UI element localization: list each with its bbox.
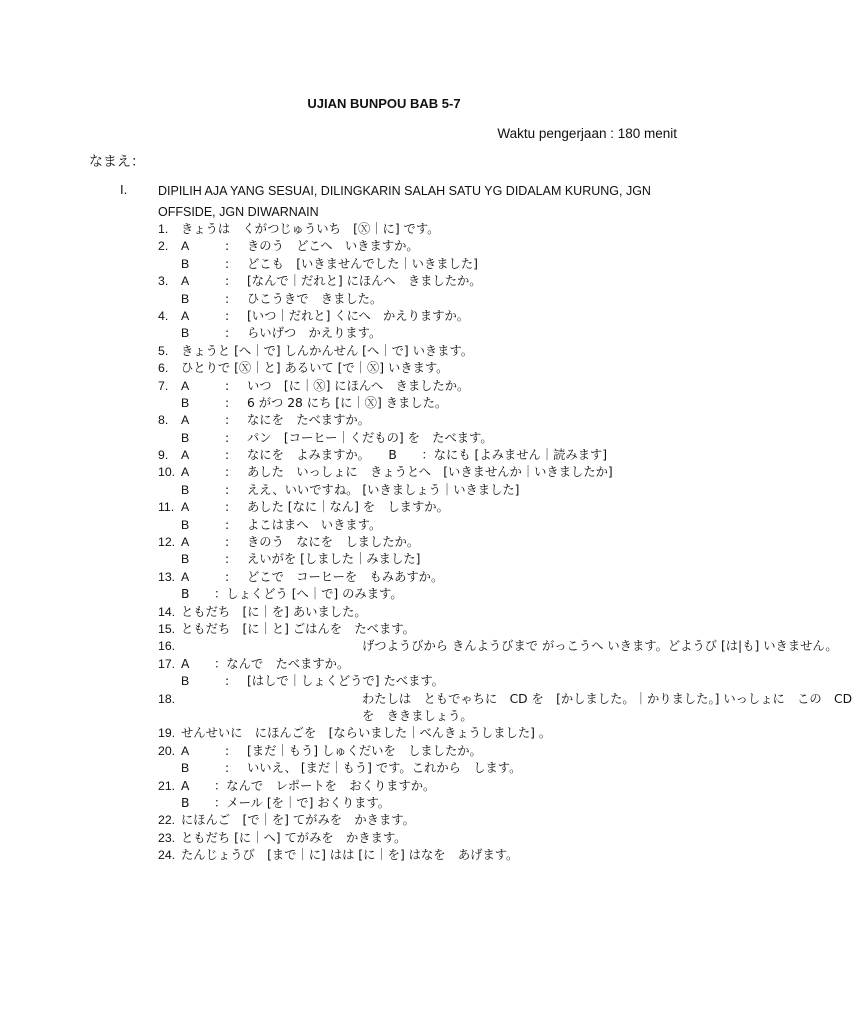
question-row: [0, 412, 768, 429]
question-number: 22.: [158, 813, 176, 828]
exam-duration: Waktu pengerjaan : 180 menit: [497, 126, 677, 141]
question-text: ひこうきで きました。: [247, 291, 383, 306]
speaker-label: A: [181, 569, 190, 584]
speaker-label: B: [181, 326, 190, 341]
question-text: ええ、いいですね。 [いきましょう｜いきました]: [247, 482, 520, 497]
colon-separator: :: [225, 256, 230, 271]
question-row: [0, 586, 768, 603]
question-row: [0, 604, 768, 621]
colon-separator: :: [225, 430, 230, 445]
question-text: [はしで｜しょくどうで] たべます。: [247, 674, 444, 689]
question-text: どこで コーヒーを もみあすか。: [247, 569, 444, 584]
colon-separator: :: [225, 448, 230, 463]
question-text: ひとりで [Ⓧ｜と] あるいて [で｜Ⓧ] いきます。: [181, 361, 449, 376]
section-number: I.: [120, 182, 128, 197]
speaker-label: A: [181, 274, 190, 289]
speaker-label: B: [181, 256, 190, 271]
question-text: きのう なにを しましたか。: [247, 535, 420, 550]
colon-separator: :: [225, 326, 230, 341]
question-row: [0, 812, 768, 829]
question-number: 21.: [158, 778, 176, 793]
question-text: よこはまへ いきます。: [247, 517, 382, 532]
colon-separator: :: [225, 482, 230, 497]
question-row: [0, 291, 768, 308]
question-row: [0, 221, 768, 238]
question-row: [0, 778, 768, 795]
question-text: いつ [に｜Ⓧ] にほんへ きましたか。: [247, 378, 470, 393]
colon-separator: :: [225, 500, 230, 515]
colon-separator: :: [225, 274, 230, 289]
question-number: 19.: [158, 726, 176, 741]
question-number: 7.: [158, 378, 169, 393]
question-number: 13.: [158, 569, 176, 584]
question-row: [0, 482, 768, 499]
question-row: [0, 638, 838, 655]
question-number: 16.: [158, 639, 176, 654]
question-text: どこも [いきませんでした｜いきました]: [247, 256, 478, 271]
question-text: きょうと [へ｜で] しんかんせん [へ｜で] いきます。: [181, 343, 474, 358]
question-row: [0, 378, 768, 395]
question-row: [0, 308, 768, 325]
colon-separator: :: [225, 378, 230, 393]
question-text: げつようびから きんようびまで がっこうへ いきます。どようび [は|も] いきません。: [362, 639, 838, 654]
question-text: ともだち [に｜と] ごはんを たべます。: [181, 621, 415, 636]
question-row: [0, 743, 768, 760]
question-row: [0, 273, 768, 290]
question-number: 5.: [158, 343, 169, 358]
question-text: あした いっしょに きょうとへ [いきませんか｜いきましたか]: [247, 465, 613, 480]
question-row: [0, 360, 768, 377]
question-number: 24.: [158, 848, 176, 863]
speaker-label: B: [181, 517, 190, 532]
question-row: [0, 691, 853, 726]
speaker-label: B: [181, 552, 190, 567]
question-text: きょうは くがつじゅういち [Ⓧ｜に] です。: [181, 222, 440, 236]
name-label: なまえ：: [89, 154, 145, 170]
colon-separator: :: [225, 413, 230, 428]
question-row: [0, 343, 768, 360]
speaker-label: B: [181, 761, 190, 776]
question-text: ともだち [に｜を] あいました。: [181, 604, 367, 619]
question-text: にほんご [で｜を] てがみを かきます。: [181, 813, 415, 828]
question-list: [0, 221, 853, 865]
question-row: [0, 499, 768, 516]
question-text: [なんで｜だれと] にほんへ きましたか。: [247, 274, 482, 289]
speaker-label: A: [181, 535, 190, 550]
question-row: [0, 534, 768, 551]
question-row: [0, 621, 768, 638]
question-row: [0, 551, 768, 568]
question-number: 3.: [158, 274, 169, 289]
question-text: えいがを [しました｜みました]: [247, 552, 421, 567]
question-row: [0, 830, 768, 847]
speaker-label: A: [181, 378, 190, 393]
question-text: きのう どこへ いきますか。: [247, 239, 419, 254]
question-text: せんせいに にほんごを [ならいました｜べんきょうしました] 。: [181, 726, 552, 741]
speaker-label: A: [181, 239, 190, 254]
question-row: [0, 395, 768, 412]
colon-separator: :: [225, 291, 230, 306]
question-text: いいえ、 [まだ｜もう] です。これから します。: [247, 761, 522, 776]
question-number: 17.: [158, 656, 176, 671]
colon-separator: :: [225, 743, 230, 758]
question-number: 9.: [158, 448, 169, 463]
question-row: [0, 464, 768, 481]
question-row: [0, 238, 768, 255]
question-number: 1.: [158, 222, 169, 236]
question-row: [0, 795, 768, 812]
section-instruction: DIPILIH AJA YANG SESUAI, DILINGKARIN SALAH SATU YG DIDALAM KURUNG, JGN OFFSIDE, JGN DIWARNAIN: [158, 184, 651, 219]
question-text: [まだ｜もう] しゅくだいを しましたか。: [247, 743, 482, 758]
question-number: 14.: [158, 604, 176, 619]
speaker-label: B: [181, 674, 190, 689]
colon-separator: :: [225, 674, 230, 689]
speaker-label: A: [181, 465, 190, 480]
colon-separator: :: [225, 239, 230, 254]
question-row: [0, 517, 768, 534]
question-text: 6 がつ 28 にち [に｜Ⓧ] きました。: [247, 395, 448, 410]
question-row: [0, 760, 768, 777]
question-row: [0, 725, 768, 742]
question-number: 11.: [158, 500, 175, 515]
question-text: たんじょうび [まで｜に] はは [に｜を] はなを あげます。: [181, 848, 519, 863]
colon-separator: :: [225, 517, 230, 532]
colon-separator: :: [225, 552, 230, 567]
question-row: [0, 569, 768, 586]
speaker-label: A: [181, 448, 190, 463]
question-number: 4.: [158, 308, 169, 323]
page-title: UJIAN BUNPOU BAB 5-7: [307, 96, 461, 111]
question-text: なにを たべますか。: [247, 413, 370, 428]
question-text: わたしは ともでゃちに CD を [かしました。｜かりました。] いっしょに この CD を ききましょう。: [362, 691, 853, 723]
colon-separator: :: [225, 395, 230, 410]
speaker-label: B: [181, 482, 190, 497]
question-row: [0, 430, 768, 447]
question-text: A ：なんで レポートを おくりますか。: [181, 778, 436, 793]
question-number: 2.: [158, 239, 169, 254]
question-text: [いつ｜だれと] くにへ かえりますか。: [247, 308, 470, 323]
question-number: 8.: [158, 413, 169, 428]
question-number: 6.: [158, 361, 169, 376]
question-row: [0, 325, 768, 342]
question-row: [0, 256, 768, 273]
colon-separator: :: [225, 465, 230, 480]
question-text: ともだち [に｜へ] てがみを かきます。: [181, 830, 407, 845]
colon-separator: :: [225, 535, 230, 550]
question-row: [0, 673, 768, 690]
speaker-label: A: [181, 743, 190, 758]
colon-separator: :: [225, 308, 230, 323]
question-row: [0, 656, 768, 673]
question-row: [0, 447, 768, 464]
question-text: なにを よみますか。 B ：なにも [よみません｜読みます]: [247, 448, 608, 463]
speaker-label: B: [181, 430, 190, 445]
question-number: 23.: [158, 830, 176, 845]
colon-separator: :: [225, 761, 230, 776]
question-number: 10.: [158, 465, 176, 480]
question-text: B ：メール [を｜で] おくります。: [181, 795, 391, 810]
question-text: あした [なに｜なん] を しますか。: [247, 500, 449, 515]
question-text: パン [コーヒー｜くだもの] を たべます。: [247, 430, 493, 445]
question-number: 12.: [158, 535, 176, 550]
speaker-label: A: [181, 308, 190, 323]
question-text: A ：なんで たべますか。: [181, 656, 350, 671]
question-text: B ：しょくどう [へ｜で] のみます。: [181, 587, 403, 602]
speaker-label: B: [181, 395, 190, 410]
speaker-label: B: [181, 291, 190, 306]
question-number: 18.: [158, 691, 176, 706]
question-number: 15.: [158, 621, 176, 636]
colon-separator: :: [225, 569, 230, 584]
question-row: [0, 847, 768, 864]
question-text: らいげつ かえります。: [247, 326, 382, 341]
question-number: 20.: [158, 743, 176, 758]
speaker-label: A: [181, 500, 190, 515]
speaker-label: A: [181, 413, 190, 428]
